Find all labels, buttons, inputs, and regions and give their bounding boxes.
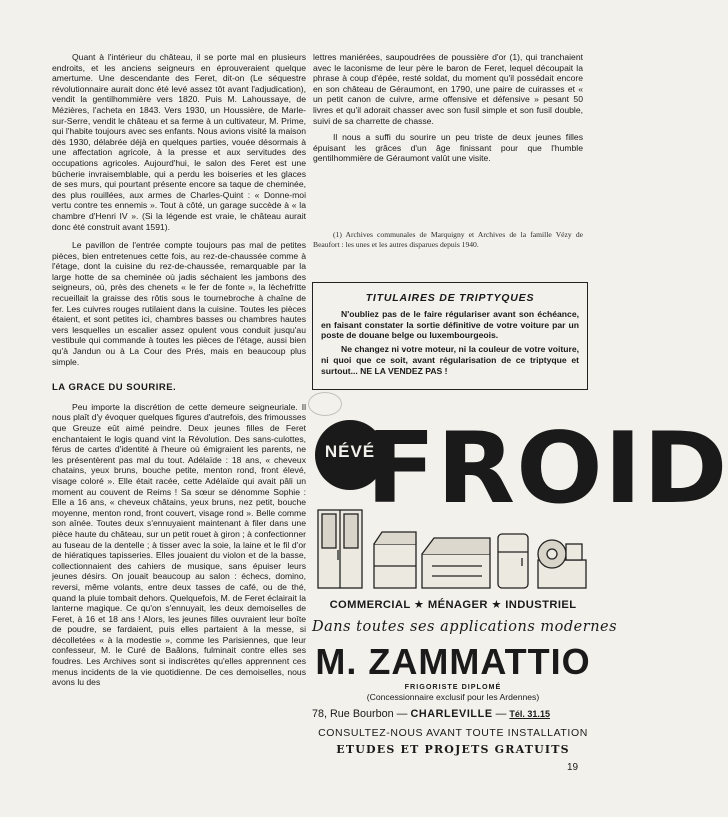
- refrigerator-icon: [498, 534, 528, 588]
- paragraph-sourire: Il nous a suffi du sourire un peu triste de deux jeunes filles épuisant les grâces d'un âge finissant pour que l'humble gentilhommière de Géraumont valût une visite.: [313, 132, 583, 164]
- page-number: 19: [567, 762, 579, 773]
- froid-headline: FROID: [366, 412, 728, 526]
- ad-profession: FRIGORISTE DIPLOMÉ: [404, 682, 502, 691]
- advertisement-froid: [312, 412, 728, 765]
- ad-header: [312, 412, 728, 595]
- ad-city: CHARLEVILLE: [410, 708, 493, 720]
- left-column: [52, 52, 306, 696]
- ad-address-line: [312, 708, 602, 720]
- library-stamp-icon: [308, 392, 342, 416]
- neve-logo-text: NÉVÉ: [324, 442, 376, 461]
- paragraph-pavillon: Le pavillon de l'entrée compte toujours pas mal de petites pièces, bien entretenues cette fois, au rez-de-chaussée comme à l'étage, dont la cuisine du rez-de-chaussée, remarquable par la large hotte de sa cheminée où jadis séchaient les jambons des seigneurs, où, près des chenets « le fer de fonte », la lèchefritte recueillait la graisse des rôtis sous le tournebroche à chaîne de fer. Les cuivres rouges rutilaient dans la cuisine. Toutes les pièces étaient, et sont petites ici, chambres basses ou chambres hautes vers lesquelles un escalier assez opulent vous conduit jusqu'au vestibule qui commande à toutes les pièces de l'étage, aussi bien qu'à Jandun ou à La Cour des Prés, mais en beaucoup plus simple.: [52, 240, 306, 367]
- ad-telephone: Tél. 31.15: [509, 709, 550, 719]
- ad-concession: (Concessionnaire exclusif pour les Ardennes): [366, 692, 540, 702]
- paragraph-chateau-interior: Quant à l'intérieur du château, il se porte mal en plusieurs endroits, et les anciens seigneurs en éprouveraient quelque amertume. Une descendante des Feret, dit-on (Le séquestre révolutionnaire aurait donc été levé assez tôt avant l'adjudication), vendit la gentilhommière vers 1820. Puis M. Lahoussaye, de Mézières, l'acheta en 1843. Vers 1930, un Houssière, de Marle-sur-Serre, vendit le château et sa ferme à un cultivateur, M. Prime, qui l'habite toujours avec ses enfants. Nous avions visité la maison dès 1930, délabrée déjà en quelques parties, vouée désormais à une affectation agricole, à la presse et aux servitudes des occupations agricoles. Aujourd'hui, le salon des Feret est une bûcherie invraisemblable, qui a perdu les boiseries et les glaces de ses murs, qui pourtant présente encore sa taque de cheminée, des plus rouillées, aux armes de Charles-Quint : « Donne-moi vertu contre tes ennemis ». Tout à côté, un garage succède à « la chambre d'Henri IV ». (Si la légende est vraie, le château aurait donc été construit avant 1591).: [52, 52, 306, 232]
- display-counter-icon: [374, 532, 416, 588]
- triptyques-title: TITULAIRES DE TRIPTYQUES: [365, 292, 535, 304]
- triptyques-notice: [312, 282, 588, 390]
- paragraph-grace: Peu importe la discrétion de cette demeure seigneuriale. Il nous plaît d'y évoquer quelques figures d'autrefois, des frimousses que Greuze eût aimé peindre. Deux jeunes filles de Feret enchantaient le logis quand vint la Révolution. Des sans-culottes, férus de cartes d'identité à l'heure où émigraient les parents, ne les présentèrent pas mal du tout. Adélaïde : 18 ans, « cheveux chatains, yeux bruns, bouche petite, menton rond, front élevé, visage coloré ». Elle était racée, cette Adélaïde qui avait pâli un moment au couvent de Reims ! Sa sœur se dénomme Sophie : Elle a 16 ans, « cheveux châtains, yeux bruns, nez petit, bouche moyenne, menton rond, front couvert, visage rond ». Belle comme son aînée. Toutes deux s'ennuyaient maintenant à filer dans une pièce haute du château, sur un petit rouet à giron ; à confectionner au fuseau de la dentelle ; à tisser avec la soie, la laine et le fil d'or de hiératiques tapisseries. Elles jouaient du violon et de la basse, collectionnaient des cahiers de musique, sans épuiser leurs jeunes désirs. On jouait beaucoup au salon : échecs, domino, reversi, même volants, entre deux tasses de café, ou de thé, quand la pluie tombait dehors. Quelquefois, M. de Feret éclairait la lanterne magique. Ce qu'on s'ennuyait, les deux demoiselles de Feret, à 16 et 18 ans ! Alors, les jeunes filles ouvraient leur boîte de poudre, se fardaient, puis elles partaient à la messe, si décolletées « à la modestie », comme les Parisiennes, que leur confesseur, M. le Curé de Baâlons, fulminait contre elles ses foudres. Les Archives sont si indiscrètes qu'elles apprennent ces menus incidents de la vie quotidienne. De ces demoiselles, nous avons lu des: [52, 401, 306, 688]
- paragraph-lettres: lettres maniérées, saupoudrées de poussière d'or (1), qui tranchaient avec le laconisme de leur père le baron de Feret, lequel découpait la phrase à coup d'épée, resté soldat, du moment qu'il possédait encore en son château de Géraumont, en 1790, une paire de cuirasses et « un petit canon de cuivre, arme offensive et défensive » pesant 50 livres et qu'il adorait chasser avec son fusil simple et son fusil double, suivi de sa charrette de chasse.: [313, 52, 583, 126]
- footnote: (1) Archives communales de Marquigny et Archives de la famille Vézy de Beaufort : les unes et les autres disparues depuis 1940.: [313, 230, 583, 249]
- ad-consult: CONSULTEZ-NOUS AVANT TOUTE INSTALLATION: [318, 727, 588, 739]
- section-title: LA GRACE DU SOURIRE.: [52, 382, 177, 394]
- right-column: [313, 52, 583, 170]
- ad-categories: COMMERCIAL ★ MÉNAGER ★ INDUSTRIEL: [329, 599, 577, 611]
- ad-address: 78, Rue Bourbon —: [312, 708, 408, 720]
- ad-company-name: M. ZAMMATTIO: [315, 641, 591, 682]
- ad-etudes: ETUDES ET PROJETS GRATUITS: [336, 743, 570, 756]
- vitrine-icon: [422, 538, 490, 588]
- appliances-illustration: [312, 504, 594, 594]
- cold-room-icon: [318, 510, 362, 588]
- ad-dash: —: [495, 708, 507, 720]
- triptyques-para-1: N'oubliez pas de le faire régulariser avant son échéance, en faisant constater la sortie définitive de votre voiture par un poste de douane belge ou luxembourgeois.: [321, 308, 579, 341]
- compressor-icon: [538, 540, 586, 588]
- ad-script-line: Dans toutes ses applications modernes: [312, 619, 618, 635]
- triptyques-para-2: Ne changez ni votre moteur, ni la couleur de votre voiture, ni quoi que ce soit, avant régularisation de ce triptyque et surtout... NE LA VENDEZ PAS !: [321, 344, 579, 376]
